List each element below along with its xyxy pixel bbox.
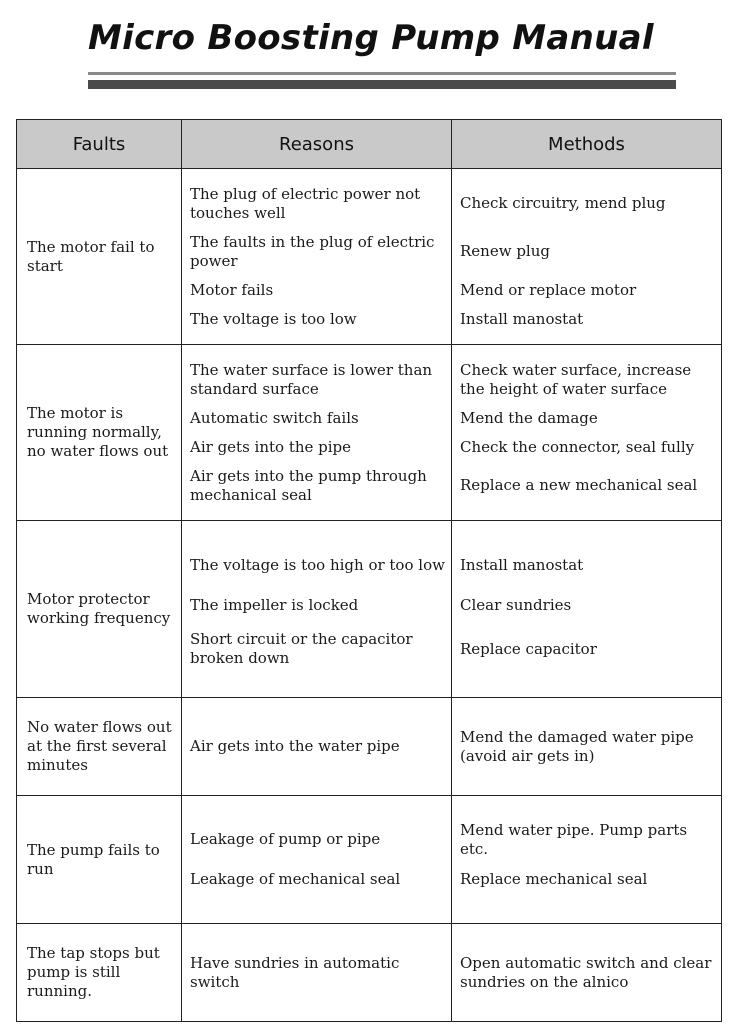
reason-item: Short circuit or the capacitor broken down	[190, 630, 413, 667]
fault-cell: No water flows out at the first several minutes	[17, 698, 182, 796]
reason-item: Automatic switch fails	[190, 408, 359, 427]
fault-cell: The tap stops but pump is still running.	[17, 924, 182, 1022]
methods-cell	[452, 169, 722, 345]
title-rule-thin	[88, 72, 676, 75]
method-item: Mend water pipe. Pump parts etc.	[460, 820, 688, 858]
method-item: Mend the damaged water pipe (avoid air gets in)	[460, 727, 694, 765]
method-item: Check water surface, increase the height of water surface	[460, 360, 692, 398]
reason-item: Leakage of pump or pipe	[190, 830, 381, 848]
method-item: Mend or replace motor	[460, 280, 637, 299]
fault-cell: Motor protector working frequency	[17, 521, 182, 698]
troubleshooting-table	[16, 119, 722, 1022]
reason-item: Have sundries in automatic switch	[190, 953, 400, 991]
table-row	[17, 924, 722, 1022]
fault-cell: The motor fail to start	[17, 169, 182, 345]
method-item: Check the connector, seal fully	[460, 437, 695, 456]
methods-cell	[452, 345, 722, 521]
reason-item: Air gets into the pipe	[190, 437, 352, 456]
page-title: Micro Boosting Pump Manual	[88, 18, 654, 58]
header-methods: Methods	[452, 120, 722, 169]
reason-item: The impeller is locked	[190, 595, 359, 614]
method-item: Replace mechanical seal	[460, 870, 648, 888]
fault-cell: The motor is running normally, no water flows out	[17, 345, 182, 521]
table-row	[17, 345, 722, 521]
method-item: Install manostat	[460, 309, 584, 328]
reason-item: Motor fails	[190, 280, 274, 299]
table-header-row	[17, 120, 722, 169]
reason-item: Leakage of mechanical seal	[190, 870, 401, 888]
reason-item: The plug of electric power not touches well	[190, 184, 421, 222]
reason-item: The faults in the plug of electric power	[190, 232, 435, 270]
table-row	[17, 698, 722, 796]
reason-item: The voltage is too low	[190, 309, 357, 328]
method-item: Replace a new mechanical seal	[460, 476, 698, 494]
table-row	[17, 169, 722, 345]
header-faults: Faults	[17, 120, 182, 169]
reason-item: Air gets into the pump through mechanical seal	[190, 466, 427, 504]
methods-cell	[452, 521, 722, 698]
table-row	[17, 796, 722, 924]
table-row	[17, 521, 722, 698]
method-item: Replace capacitor	[460, 639, 597, 658]
reasons-cell	[182, 924, 452, 1022]
reasons-cell	[182, 169, 452, 345]
header-reasons: Reasons	[182, 120, 452, 169]
method-item: Install manostat	[460, 555, 584, 574]
method-item: Check circuitry, mend plug	[460, 194, 666, 212]
methods-cell	[452, 924, 722, 1022]
methods-cell	[452, 796, 722, 924]
reasons-cell	[182, 345, 452, 521]
reasons-cell	[182, 698, 452, 796]
methods-cell	[452, 698, 722, 796]
fault-cell: The pump fails to run	[17, 796, 182, 924]
reasons-cell	[182, 796, 452, 924]
reason-item: The water surface is lower than standard surface	[190, 360, 433, 398]
reason-item: The voltage is too high or too low	[190, 555, 445, 574]
method-item: Clear sundries	[460, 595, 572, 614]
method-item: Open automatic switch and clear sundries on the alnico	[460, 953, 712, 991]
method-item: Mend the damage	[460, 408, 598, 427]
method-item: Renew plug	[460, 242, 550, 260]
reasons-cell	[182, 521, 452, 698]
title-rule-thick	[88, 80, 676, 89]
reason-item: Air gets into the water pipe	[190, 737, 400, 755]
